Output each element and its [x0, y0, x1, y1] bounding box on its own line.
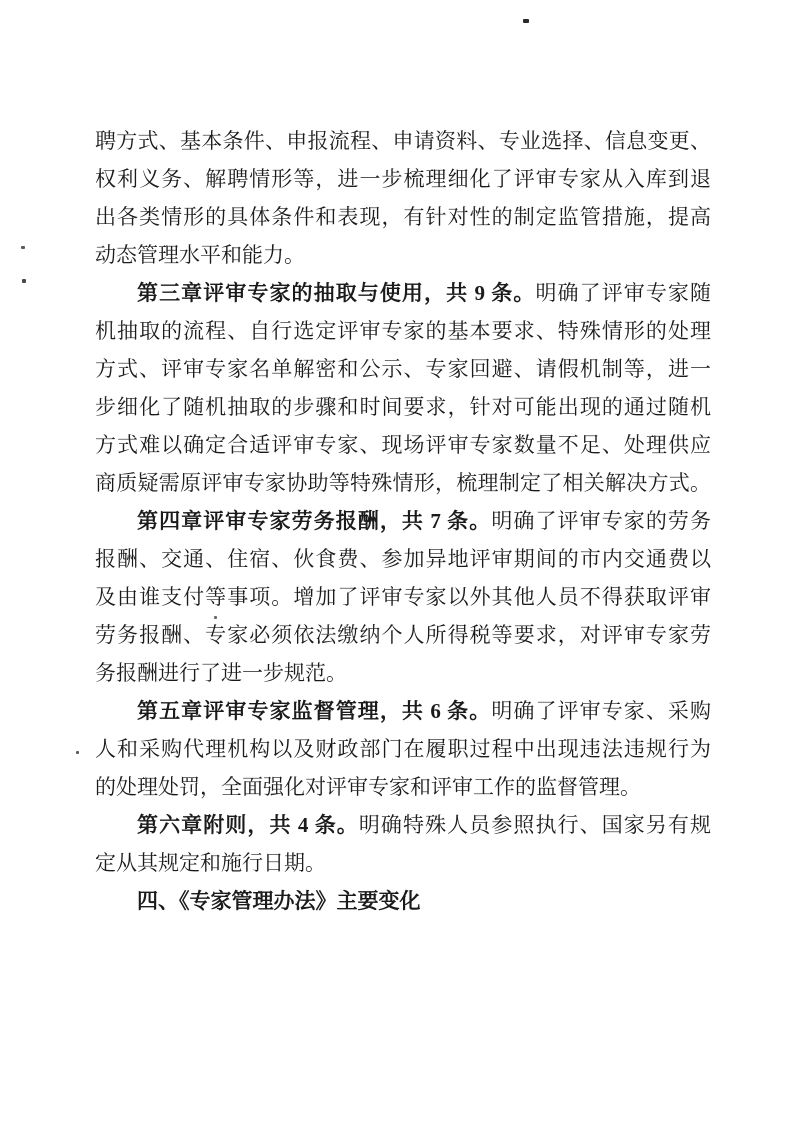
body-text: 明确了评审专家随 — [535, 281, 712, 305]
body-text: 定从其规定和施行日期。 — [95, 851, 326, 875]
body-text: 聘方式、基本条件、申报流程、申请资料、专业选择、信息变更、 — [95, 129, 711, 153]
body-text: 机抽取的流程、自行选定评审专家的基本要求、特殊情形的处理 — [95, 319, 711, 343]
text-line — [95, 616, 711, 654]
paragraph-chapter5 — [95, 692, 711, 806]
text-line — [95, 806, 711, 844]
text-line — [95, 160, 711, 198]
bold-chapter-lead-text: 四、《专家管理办法》主要变化 — [137, 889, 421, 913]
bold-chapter-lead-text: 第四章评审专家劳务报酬，共 7 条。 — [137, 509, 492, 533]
scan-speck — [523, 19, 529, 23]
text-line — [95, 692, 711, 730]
text-line — [95, 236, 711, 274]
scan-speck — [22, 279, 26, 283]
bold-chapter-lead-text: 第六章附则，共 4 条。 — [137, 813, 359, 837]
document-text-block — [95, 122, 711, 920]
body-text: 报酬、交通、住宿、伙食费、参加异地评审期间的市内交通费以 — [95, 547, 711, 571]
text-line — [95, 844, 711, 882]
body-text: 出各类情形的具体条件和表现，有针对性的制定监管措施，提高 — [95, 205, 711, 229]
body-text: 的处理处罚，全面强化对评审专家和评审工作的监督管理。 — [95, 775, 641, 799]
text-line — [95, 426, 711, 464]
paragraph-chapter6 — [95, 806, 711, 882]
paragraph-chapter3 — [95, 274, 711, 502]
scan-speck — [214, 616, 217, 619]
text-line — [95, 540, 711, 578]
paragraph-chapter2-continuation — [95, 122, 711, 274]
body-text: 及由谁支付等事项。增加了评审专家以外其他人员不得获取评审 — [95, 585, 711, 609]
text-line — [95, 312, 711, 350]
body-text: 劳务报酬、专家必须依法缴纳个人所得税等要求，对评审专家劳 — [95, 623, 711, 647]
body-text: 步细化了随机抽取的步骤和时间要求，针对可能出现的通过随机 — [95, 395, 711, 419]
body-text: 人和采购代理机构以及财政部门在履职过程中出现违法违规行为 — [95, 737, 711, 761]
body-text: 权利义务、解聘情形等，进一步梳理细化了评审专家从入库到退 — [95, 167, 711, 191]
text-line — [95, 198, 711, 236]
body-text: 方式、评审专家名单解密和公示、专家回避、请假机制等，进一 — [95, 357, 711, 381]
body-text: 明确了评审专家的劳务 — [491, 509, 712, 533]
section-heading-four — [95, 882, 711, 920]
body-text: 明确特殊人员参照执行、国家另有规 — [358, 813, 712, 837]
scan-speck — [21, 246, 25, 249]
text-line — [95, 578, 711, 616]
text-line — [95, 350, 711, 388]
bold-chapter-lead-text: 第三章评审专家的抽取与使用，共 9 条。 — [137, 281, 536, 305]
text-line — [95, 654, 711, 692]
bold-chapter-lead-text: 第五章评审专家监督管理，共 6 条。 — [137, 699, 492, 723]
body-text: 务报酬进行了进一步规范。 — [95, 661, 347, 685]
body-text: 动态管理水平和能力。 — [95, 243, 305, 267]
text-line — [95, 122, 711, 160]
text-line — [95, 730, 711, 768]
scan-speck — [76, 751, 79, 754]
text-line — [95, 768, 711, 806]
body-text: 明确了评审专家、采购 — [491, 699, 712, 723]
text-line — [95, 388, 711, 426]
body-text: 方式难以确定合适评审专家、现场评审专家数量不足、处理供应 — [95, 433, 711, 457]
body-text: 商质疑需原评审专家协助等特殊情形，梳理制定了相关解决方式。 — [95, 471, 711, 495]
text-line — [95, 274, 711, 312]
text-line — [95, 464, 711, 502]
text-line — [95, 882, 711, 920]
text-line — [95, 502, 711, 540]
paragraph-chapter4 — [95, 502, 711, 692]
